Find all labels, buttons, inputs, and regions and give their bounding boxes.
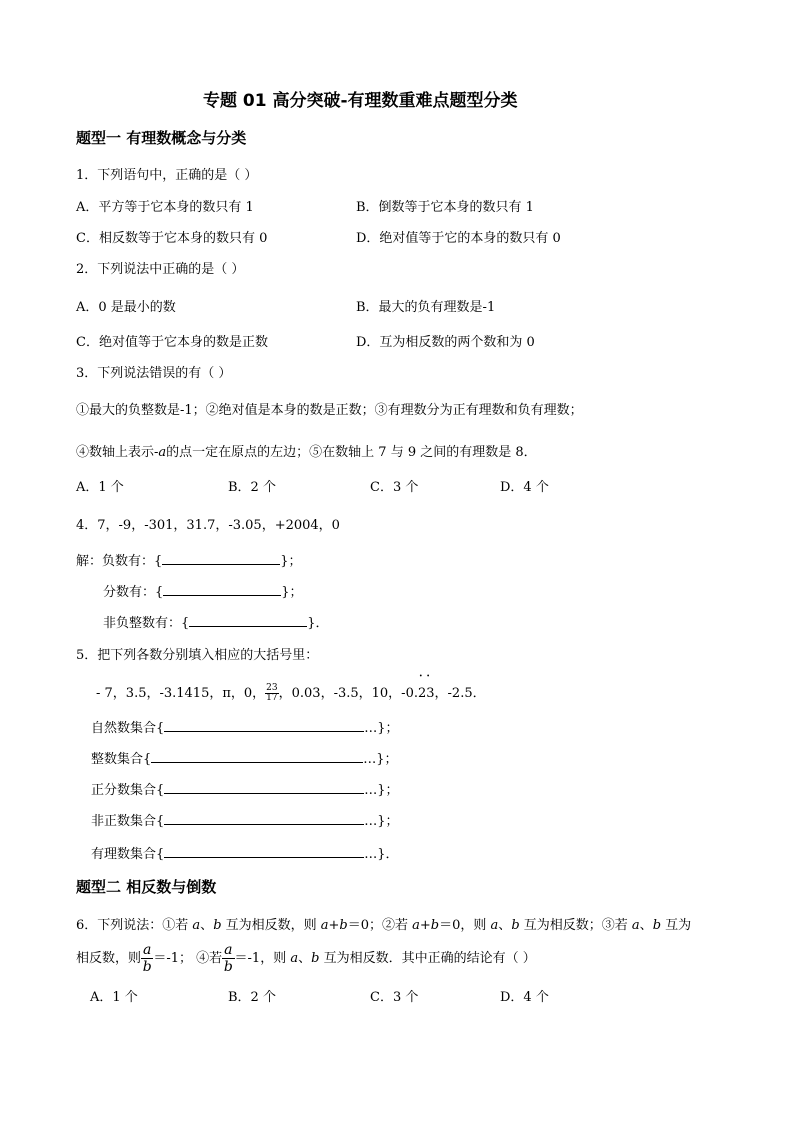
q3-statement-line-1: ①最大的负整数是-1；②绝对值是本身的数是正数；③有理数分为正有理数和负有理数； bbox=[76, 403, 583, 418]
page-title: 专题 01 高分突破-有理数重难点题型分类 bbox=[203, 91, 518, 111]
q6-option-a: A．1 个 bbox=[90, 990, 138, 1005]
q2-option-b: B．最大的负有理数是-1 bbox=[356, 300, 496, 315]
q2-option-a: A．0 是最小的数 bbox=[76, 300, 176, 315]
q5-rational-set: 有理数集合{ …}． bbox=[91, 847, 399, 862]
q3-statement-line-2: ④数轴上表示-a的点一定在原点的左边；⑤在数轴上 7 与 9 之间的有理数是 8． bbox=[76, 445, 537, 460]
q6-option-b: B．2 个 bbox=[228, 990, 276, 1005]
q5-nonpositive-set: 非正数集合{ …}； bbox=[91, 814, 399, 829]
fraction-a-over-b: $\frac{a}{b}$ bbox=[142, 942, 152, 975]
repeating-decimal: • • 23 bbox=[418, 686, 435, 701]
section-heading-2: 题型二 相反数与倒数 bbox=[76, 878, 217, 896]
q3-option-a: A．1 个 bbox=[76, 480, 124, 495]
answer-blank[interactable] bbox=[162, 552, 280, 565]
q4-nonnegative-int-row: 非负整数有：{ }． bbox=[103, 616, 329, 631]
q3-option-d: D．4 个 bbox=[500, 480, 549, 495]
q5-integer-set: 整数集合{ …}； bbox=[91, 752, 398, 767]
section-heading-1: 题型一 有理数概念与分类 bbox=[76, 129, 247, 147]
answer-blank[interactable] bbox=[163, 583, 281, 596]
q3-option-c: C．3 个 bbox=[370, 480, 419, 495]
q1-option-b: B．倒数等于它本身的数只有 1 bbox=[356, 200, 534, 215]
q4-fraction-row: 分数有：{ }； bbox=[103, 585, 303, 600]
q1-stem: 1．下列语句中，正确的是（ ） bbox=[76, 168, 258, 183]
q4-stem: 4．7，-9，-301，31.7，-3.05，+2004，0 bbox=[76, 518, 340, 533]
answer-blank[interactable] bbox=[151, 750, 363, 763]
answer-blank[interactable] bbox=[164, 781, 364, 794]
q1-option-d: D．绝对值等于它的本身的数只有 0 bbox=[356, 231, 561, 246]
q5-stem: 5．把下列各数分别填入相应的大括号里： bbox=[76, 648, 319, 663]
q6-option-d: D．4 个 bbox=[500, 990, 549, 1005]
answer-blank[interactable] bbox=[164, 812, 364, 825]
q2-stem: 2．下列说法中正确的是（ ） bbox=[76, 262, 245, 277]
q5-natural-set: 自然数集合{ …}； bbox=[91, 721, 399, 736]
q3-stem: 3．下列说法错误的有（ ） bbox=[76, 366, 232, 381]
q2-option-c: C．绝对值等于它本身的数是正数 bbox=[76, 335, 268, 350]
q6-line-1: 6．下列说法：①若 a、b 互为相反数，则 a+b＝0；②若 a+b＝0，则 a、b 互为相反数；③若 a、b 互为 bbox=[76, 918, 692, 933]
q5-positive-fraction-set: 正分数集合{ …}； bbox=[91, 783, 399, 798]
q1-option-c: C．相反数等于它本身的数只有 0 bbox=[76, 231, 268, 246]
q4-negative-row: 解：负数有：{ }； bbox=[76, 554, 302, 569]
answer-blank[interactable] bbox=[164, 719, 364, 732]
fraction-23-17: $\frac{23}{17}$ bbox=[266, 683, 278, 703]
q2-option-d: D．互为相反数的两个数和为 0 bbox=[356, 335, 535, 350]
fraction-a-over-b: $\frac{a}{b}$ bbox=[223, 942, 233, 975]
answer-blank[interactable] bbox=[164, 845, 364, 858]
q5-number-list: - 7，3.5，-3.1415，π，0， $\frac{23}{17}$ ，0.03，-3.5，10，-0.• • 23，-2.5． bbox=[96, 682, 486, 703]
q6-line-2: 相反数，则 $\frac{a}{b}$ ＝-1； ④若 $\frac{a}{b}$ ＝-1，则 a、b 互为相反数．其中正确的结论有（ ） bbox=[76, 942, 536, 975]
q6-option-c: C．3 个 bbox=[370, 990, 419, 1005]
answer-blank[interactable] bbox=[189, 614, 307, 627]
q1-option-a: A．平方等于它本身的数只有 1 bbox=[76, 200, 254, 215]
q3-option-b: B．2 个 bbox=[228, 480, 276, 495]
